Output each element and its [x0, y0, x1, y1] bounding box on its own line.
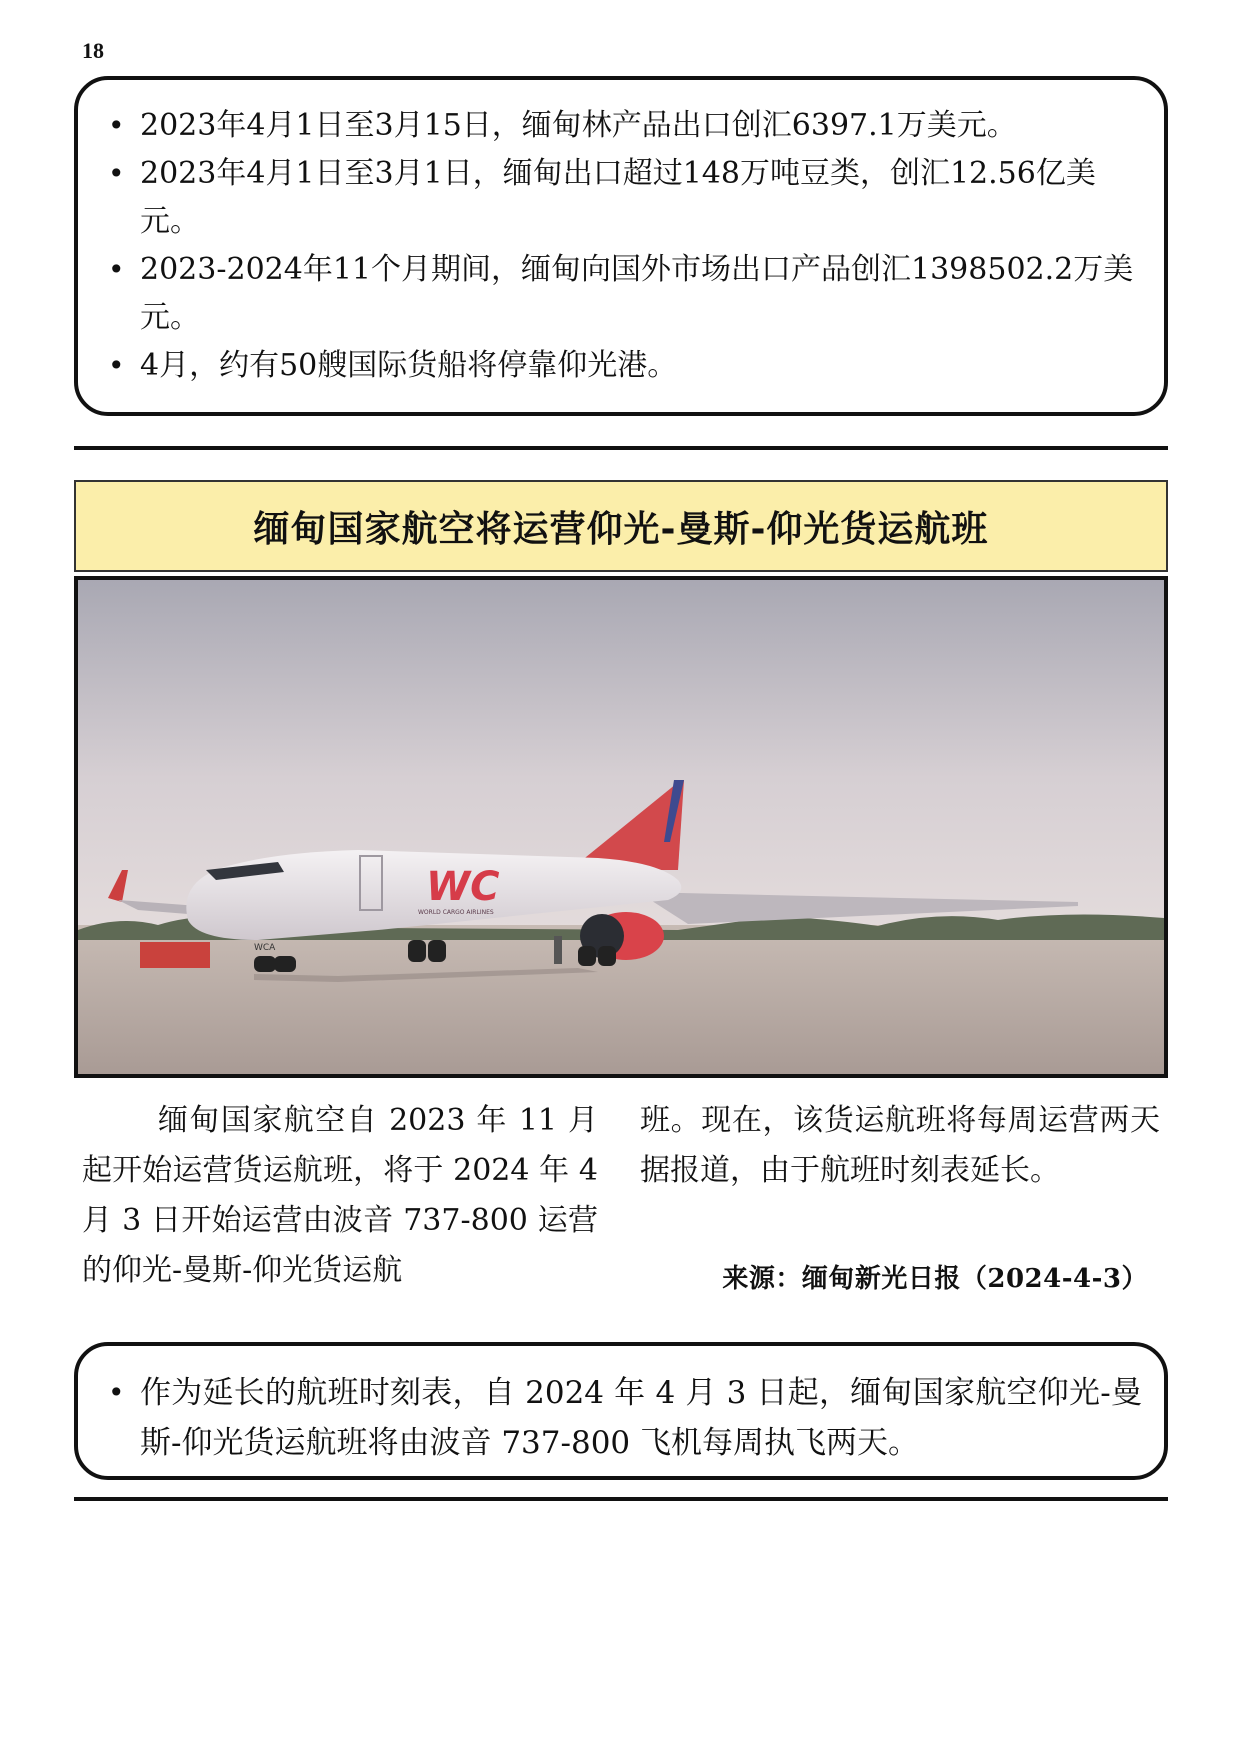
schedule-summary-box	[74, 1342, 1168, 1480]
bullet-text: 4月，约有50艘国际货船将停靠仰光港。	[140, 348, 678, 383]
list-item	[100, 102, 1140, 150]
bullet-text: 2023年4月1日至3月1日，缅甸出口超过148万吨豆类，创汇12.56亿美元。	[140, 156, 1096, 239]
bullet-text: 2023-2024年11个月期间，缅甸向国外市场出口产品创汇1398502.2万美元。	[140, 252, 1134, 335]
bullet-icon: •	[108, 109, 125, 142]
bullet-icon: •	[108, 349, 125, 382]
section-divider	[74, 1497, 1168, 1501]
section-divider	[74, 446, 1168, 450]
tail-logo: WC	[426, 864, 500, 910]
article-right-column: 班。现在，该货运航班将每周运营两天据报道，由于航班时刻表延长。	[640, 1103, 1160, 1188]
list-item	[100, 342, 1140, 390]
article-left-column: 缅甸国家航空自 2023 年 11 月起开始运营货运航班，将于 2024 年 4 月 3 日开始运营由波音 737-800 运营的仰光-曼斯-仰光货运航	[82, 1103, 598, 1288]
list-item	[100, 1368, 1142, 1468]
ground-crew	[554, 936, 562, 964]
fire-truck	[140, 942, 210, 968]
bullet-icon: •	[108, 157, 125, 190]
bullet-text: 2023年4月1日至3月15日，缅甸林产品出口创汇6397.1万美元。	[140, 108, 1017, 143]
export-facts-box	[74, 76, 1168, 416]
bullet-icon: •	[108, 1376, 125, 1409]
list-item	[100, 150, 1140, 246]
article-headline: 缅甸国家航空将运营仰光-曼斯-仰光货运航班	[253, 508, 989, 550]
article-source: 来源：缅甸新光日报（2024-4-3）	[722, 1264, 1148, 1294]
bullet-text: 作为延长的航班时刻表，自 2024 年 4 月 3 日起，缅甸国家航空仰光-曼斯-仰光货运航班将由波音 737-800 飞机每周执飞两天。	[140, 1375, 1142, 1461]
headline-banner	[74, 480, 1168, 572]
list-item	[100, 246, 1140, 342]
cargo-plane-photo	[74, 576, 1168, 1078]
airplane-illustration	[78, 580, 1164, 1074]
registration-mark: WCA	[254, 943, 276, 953]
page-number: 18	[82, 38, 104, 63]
bullet-icon: •	[108, 253, 125, 286]
schedule-summary-list	[100, 1368, 1142, 1468]
export-facts-list	[100, 102, 1140, 390]
airline-name: WORLD CARGO AIRLINES	[418, 909, 494, 916]
